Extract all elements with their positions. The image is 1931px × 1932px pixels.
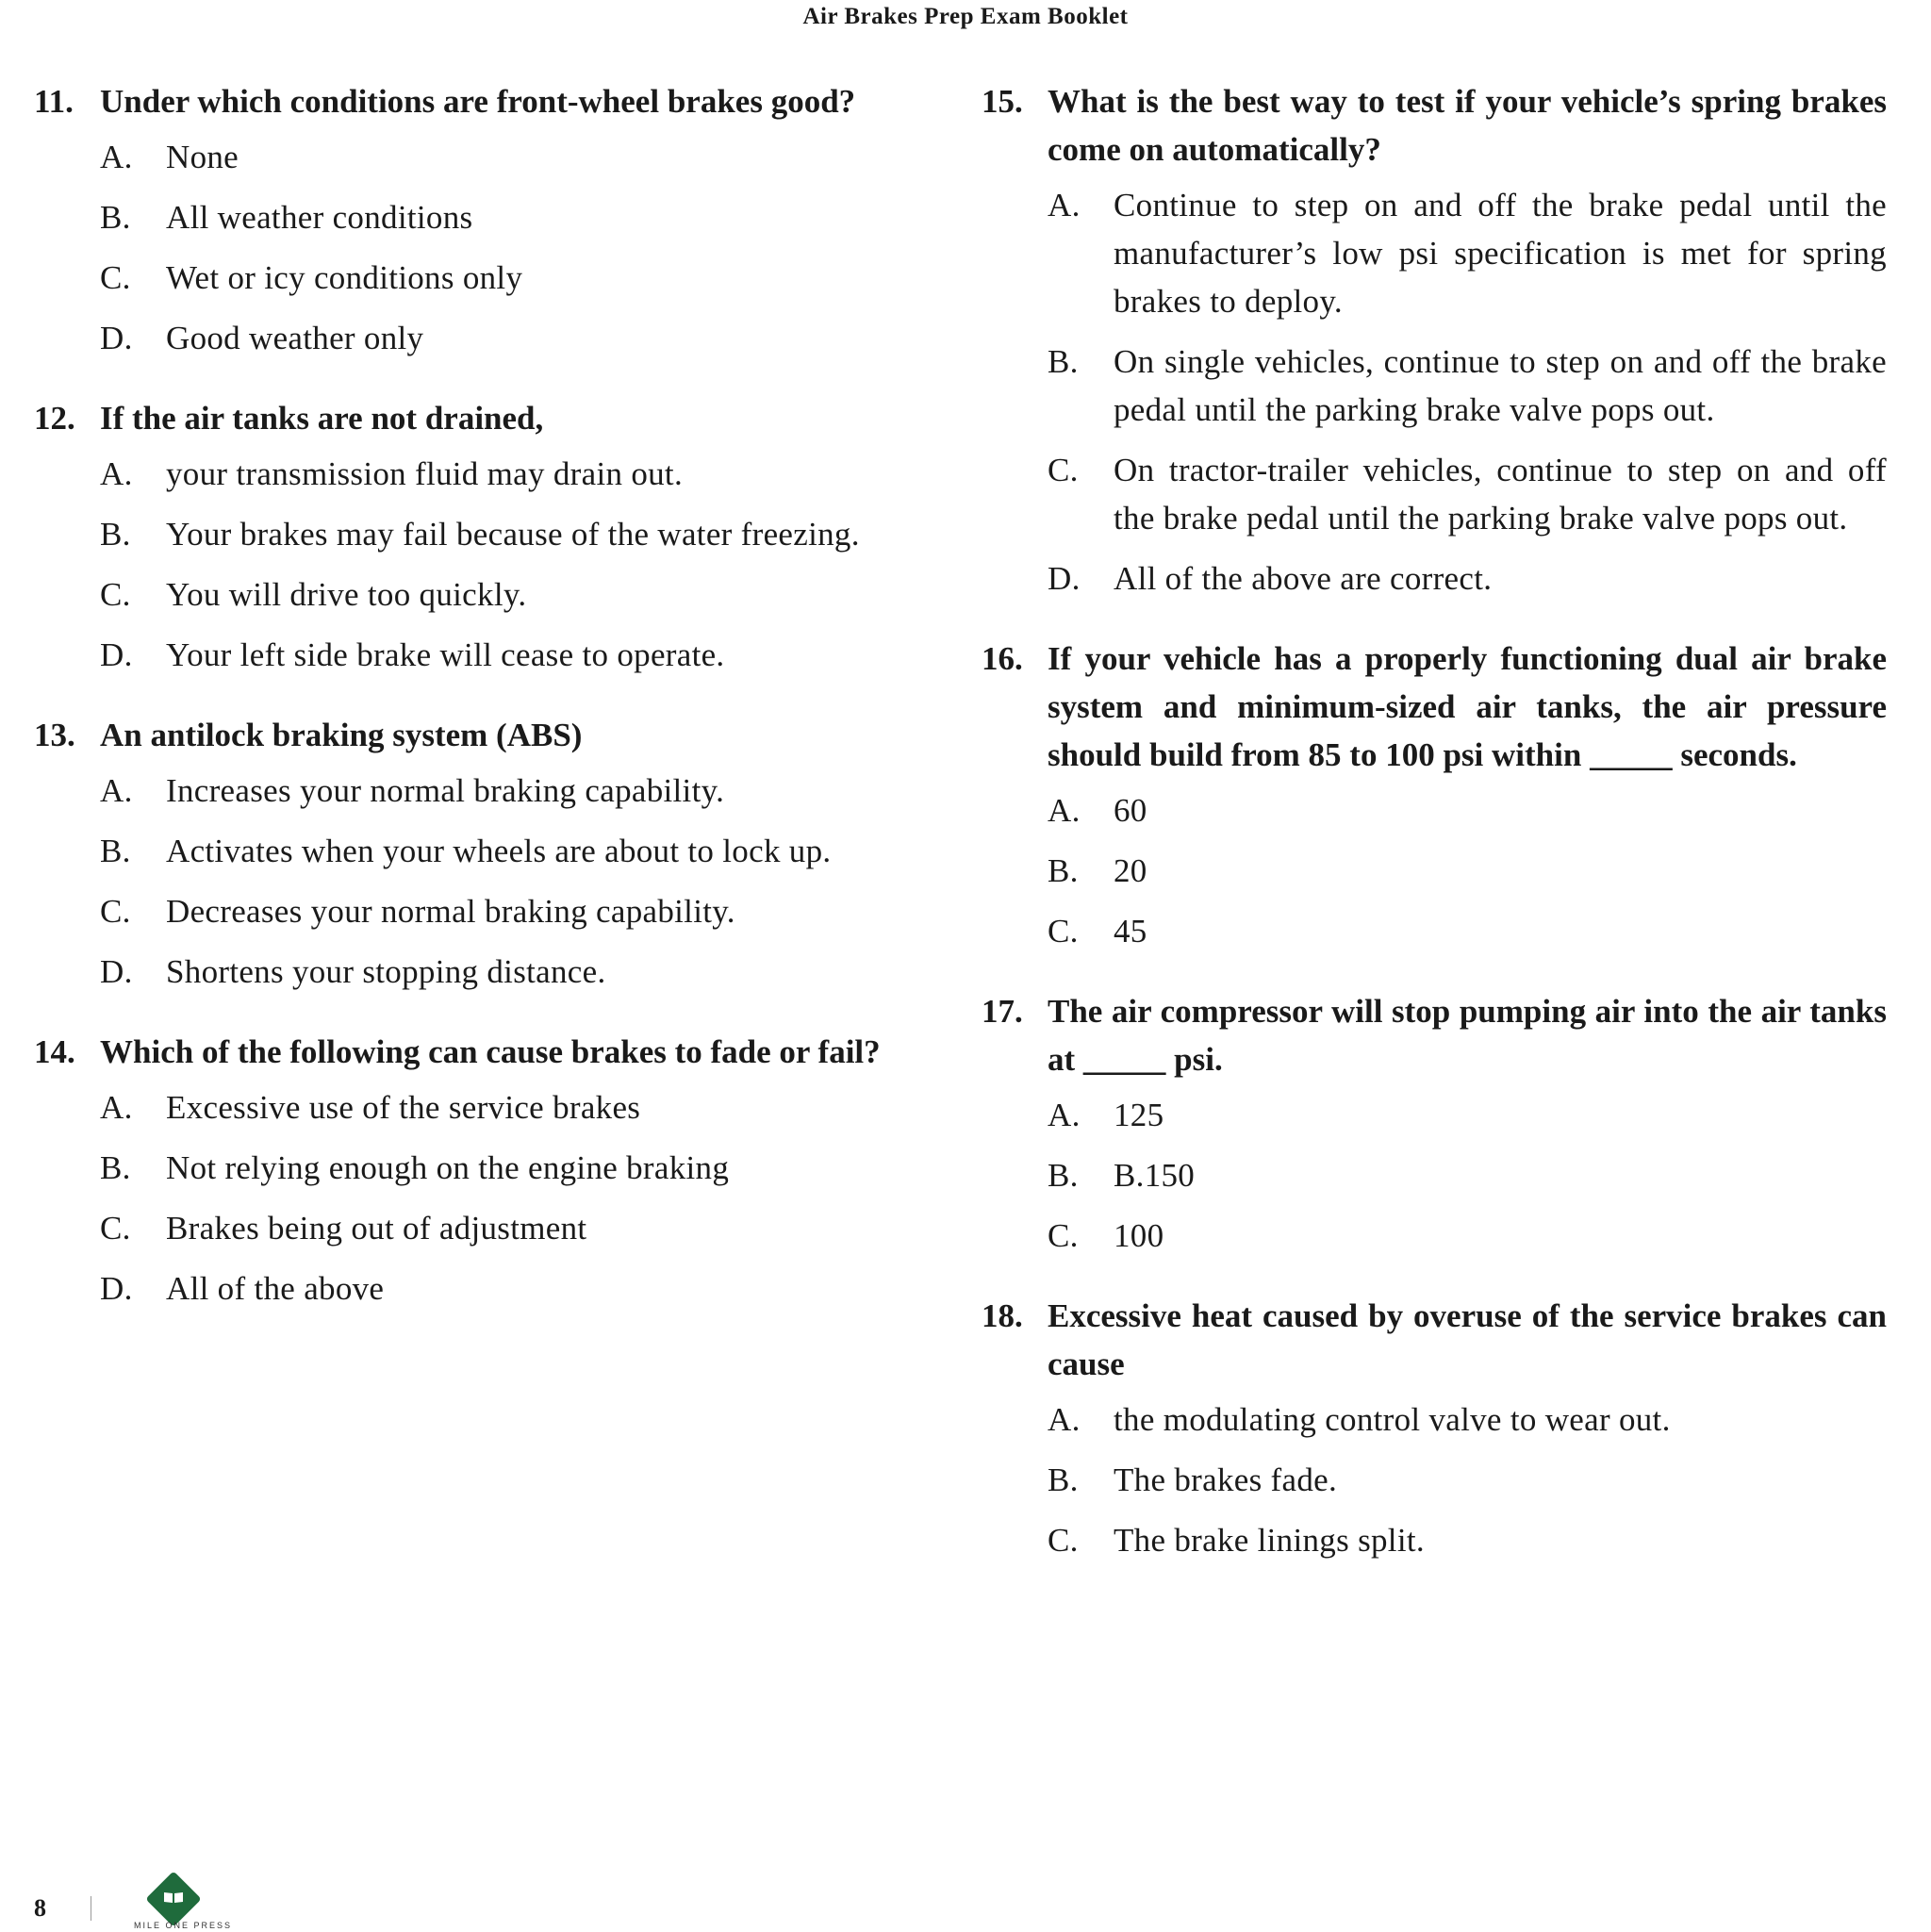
- question-number: 16.: [982, 640, 1023, 677]
- answer-option: [100, 193, 939, 241]
- option-text: the modulating control valve to wear out.: [1114, 1401, 1671, 1438]
- question: [982, 77, 1887, 173]
- answer-option: [1048, 1516, 1887, 1564]
- answer-option: [1048, 1091, 1887, 1139]
- question-block: [34, 711, 939, 996]
- page-title: Air Brakes Prep Exam Booklet: [802, 4, 1129, 29]
- answer-option: [100, 767, 939, 815]
- answer-option: [1048, 446, 1887, 542]
- option-text: 45: [1114, 913, 1147, 949]
- option-letter: B.: [100, 833, 131, 869]
- answer-options: [982, 786, 1887, 955]
- option-text: 100: [1114, 1217, 1164, 1254]
- page-footer: [34, 1890, 244, 1930]
- option-text: The brakes fade.: [1114, 1461, 1338, 1498]
- option-text: Shortens your stopping distance.: [166, 953, 606, 990]
- option-letter: C.: [100, 893, 131, 930]
- option-text: Not relying enough on the engine braking: [166, 1149, 730, 1186]
- option-letter: B.: [1048, 343, 1079, 380]
- option-text: 125: [1114, 1097, 1164, 1133]
- answer-options: [982, 1091, 1887, 1260]
- question: [982, 635, 1887, 779]
- option-letter: C.: [1048, 452, 1079, 488]
- question-text: The air compressor will stop pumping air into the air tanks at _____ psi.: [1048, 993, 1887, 1078]
- answer-options: [34, 450, 939, 679]
- question-block: [982, 987, 1887, 1260]
- option-letter: A.: [100, 772, 133, 809]
- option-text: All weather conditions: [166, 199, 473, 236]
- question-text: Which of the following can cause brakes to fade or fail?: [100, 1033, 881, 1070]
- option-text: Wet or icy conditions only: [166, 259, 523, 296]
- answer-options: [34, 767, 939, 996]
- option-text: Excessive use of the service brakes: [166, 1089, 641, 1126]
- question-number: 18.: [982, 1297, 1023, 1334]
- question: [982, 1292, 1887, 1388]
- answer-option: [1048, 907, 1887, 955]
- option-text: All of the above: [166, 1270, 385, 1307]
- option-letter: B.: [1048, 1157, 1079, 1194]
- option-letter: A.: [100, 455, 133, 492]
- question-block: [34, 394, 939, 679]
- answer-option: [100, 948, 939, 996]
- answer-options: [982, 181, 1887, 603]
- option-text: Continue to step on and off the brake pedal until the manufacturer’s low psi specification is met for spring brakes to deploy.: [1114, 187, 1887, 320]
- question: [34, 711, 939, 759]
- option-letter: B.: [1048, 1461, 1079, 1498]
- option-letter: B.: [100, 516, 131, 553]
- question-block: [34, 1028, 939, 1313]
- question-number: 15.: [982, 83, 1023, 120]
- answer-option: [100, 1204, 939, 1252]
- option-letter: D.: [100, 1270, 133, 1307]
- answer-options: [34, 1083, 939, 1313]
- page-number: 8: [34, 1894, 46, 1922]
- question-number: 14.: [34, 1033, 75, 1070]
- question: [34, 1028, 939, 1076]
- option-letter: C.: [1048, 1217, 1079, 1254]
- question-text: An antilock braking system (ABS): [100, 717, 583, 753]
- option-text: None: [166, 139, 239, 175]
- answer-options: [34, 133, 939, 362]
- option-letter: C.: [1048, 913, 1079, 949]
- option-letter: B.: [1048, 852, 1079, 889]
- publisher-name: MILE ONE PRESS: [133, 1921, 233, 1930]
- option-text: The brake linings split.: [1114, 1522, 1425, 1559]
- option-letter: A.: [1048, 792, 1081, 829]
- option-text: On tractor-trailer vehicles, continue to step on and off the brake pedal until the parking brake valve pops out.: [1114, 452, 1887, 537]
- option-letter: D.: [1048, 560, 1081, 597]
- question-number: 17.: [982, 993, 1023, 1030]
- question-block: [982, 635, 1887, 955]
- question: [982, 987, 1887, 1083]
- answer-option: [1048, 554, 1887, 603]
- answer-option: [100, 510, 939, 558]
- answer-option: [100, 314, 939, 362]
- answer-option: [1048, 786, 1887, 834]
- option-letter: D.: [100, 636, 133, 673]
- answer-option: [100, 570, 939, 619]
- option-text: Your brakes may fail because of the water freezing.: [166, 516, 860, 553]
- answer-option: [1048, 1456, 1887, 1504]
- option-letter: A.: [100, 139, 133, 175]
- answer-option: [1048, 1212, 1887, 1260]
- answer-option: [100, 1083, 939, 1131]
- answer-option: [100, 254, 939, 302]
- question-text: What is the best way to test if your vehicle’s spring brakes come on automatically?: [1048, 83, 1887, 168]
- option-text: On single vehicles, continue to step on and off the brake pedal until the parking brake valve pops out.: [1114, 343, 1887, 428]
- option-text: Activates when your wheels are about to lock up.: [166, 833, 832, 869]
- answer-option: [100, 133, 939, 181]
- answer-option: [100, 631, 939, 679]
- option-text: All of the above are correct.: [1114, 560, 1493, 597]
- option-letter: C.: [100, 576, 131, 613]
- option-letter: A.: [1048, 1097, 1081, 1133]
- option-letter: B.: [100, 199, 131, 236]
- question-block: [34, 77, 939, 362]
- question-text: Excessive heat caused by overuse of the service brakes can cause: [1048, 1297, 1887, 1382]
- option-letter: A.: [1048, 187, 1081, 223]
- question-block: [982, 77, 1887, 603]
- option-letter: C.: [100, 1210, 131, 1247]
- option-letter: D.: [100, 320, 133, 356]
- open-book-icon: [163, 1891, 184, 1904]
- question-block: [982, 1292, 1887, 1564]
- option-text: You will drive too quickly.: [166, 576, 527, 613]
- answer-option: [1048, 847, 1887, 895]
- option-text: Brakes being out of adjustment: [166, 1210, 587, 1247]
- question: [34, 394, 939, 442]
- question-text: Under which conditions are front-wheel brakes good?: [100, 83, 856, 120]
- question: [34, 77, 939, 125]
- option-letter: A.: [100, 1089, 133, 1126]
- answer-option: [100, 1264, 939, 1313]
- option-text: Your left side brake will cease to operate.: [166, 636, 725, 673]
- answer-option: [100, 827, 939, 875]
- left-column: [34, 77, 939, 1337]
- option-letter: C.: [1048, 1522, 1079, 1559]
- answer-option: [100, 887, 939, 935]
- option-text: 20: [1114, 852, 1147, 889]
- answer-option: [100, 1144, 939, 1192]
- option-letter: A.: [1048, 1401, 1081, 1438]
- answer-option: [1048, 338, 1887, 434]
- publisher-logo: [122, 1885, 244, 1932]
- right-column: [982, 77, 1887, 1589]
- question-text: If the air tanks are not drained,: [100, 400, 544, 437]
- answer-option: [1048, 1151, 1887, 1199]
- option-text: Good weather only: [166, 320, 424, 356]
- option-letter: D.: [100, 953, 133, 990]
- question-text: If your vehicle has a properly functioning dual air brake system and minimum-sized air tanks, the air pressure should build from 85 to 100 psi within _____ seconds.: [1048, 640, 1887, 773]
- question-number: 11.: [34, 83, 74, 120]
- option-letter: B.: [100, 1149, 131, 1186]
- option-text: 60: [1114, 792, 1147, 829]
- option-text: Increases your normal braking capability.: [166, 772, 725, 809]
- answer-option: [1048, 1395, 1887, 1444]
- option-text: B.150: [1114, 1157, 1196, 1194]
- option-text: your transmission fluid may drain out.: [166, 455, 684, 492]
- option-text: Decreases your normal braking capability.: [166, 893, 735, 930]
- answer-option: [1048, 181, 1887, 325]
- question-number: 13.: [34, 717, 75, 753]
- answer-option: [100, 450, 939, 498]
- question-number: 12.: [34, 400, 75, 437]
- option-letter: C.: [100, 259, 131, 296]
- answer-options: [982, 1395, 1887, 1564]
